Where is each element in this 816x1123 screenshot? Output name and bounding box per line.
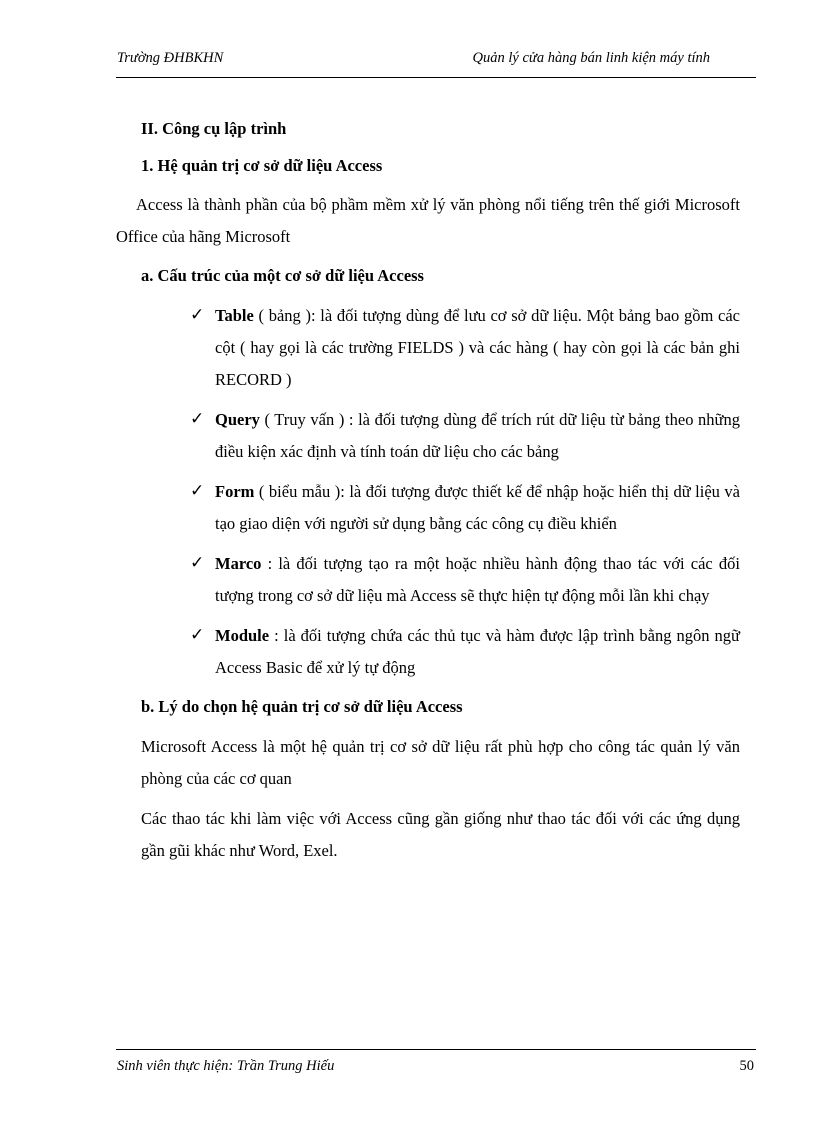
item-term: Form: [215, 482, 255, 501]
intro-paragraph: Access là thành phần của bộ phầm mềm xử lý văn phòng nổi tiếng trên thế giới Microsoft Office của hãng Microsoft: [116, 195, 740, 246]
item-text: : là đối tượng chứa các thủ tục và hàm được lập trình bằng ngôn ngữ Access Basic để xử lý tự động: [215, 626, 740, 677]
check-icon: ✓: [190, 481, 205, 501]
header-school: Trường ĐHBKHN: [117, 50, 224, 66]
header-title: Quản lý cửa hàng bán linh kiện máy tính: [472, 50, 710, 66]
page-number: 50: [739, 1058, 754, 1074]
page-content: [116, 114, 740, 875]
part-b-title: b. Lý do chọn hệ quản trị cơ sở dữ liệu Access: [141, 697, 463, 716]
list-item: [116, 548, 740, 612]
item-term: Marco: [215, 554, 262, 573]
check-icon: ✓: [190, 409, 205, 429]
header-rule: [116, 77, 756, 78]
footer-author: Sinh viên thực hiện: Trần Trung Hiếu: [117, 1058, 335, 1074]
list-item: [116, 476, 740, 540]
section-title: II. Công cụ lập trình: [141, 119, 287, 138]
item-term: Query: [215, 410, 260, 429]
item-text: : là đối tượng tạo ra một hoặc nhiều hành động thao tác với các đối tượng trong cơ sở dữ liệu mà Access sẽ thực hiện tự động mỗi lần khi chạy: [215, 554, 740, 605]
check-icon: ✓: [190, 305, 205, 325]
structure-list: [116, 300, 740, 684]
part-b-paragraph-1: Microsoft Access là một hệ quản trị cơ sở dữ liệu rất phù hợp cho công tác quản lý văn phòng của các cơ quan: [141, 737, 740, 788]
footer-rule: [116, 1049, 756, 1050]
item-term: Table: [215, 306, 254, 325]
check-icon: ✓: [190, 553, 205, 573]
check-icon: ✓: [190, 625, 205, 645]
item-text: ( bảng ): là đối tượng dùng để lưu cơ sở dữ liệu. Một bảng bao gồm các cột ( hay gọi là các trường FIELDS ) và các hàng ( hay còn gọi là các bản ghi RECORD ): [215, 306, 740, 389]
item-term: Module: [215, 626, 270, 645]
list-item: [116, 300, 740, 396]
list-item: [116, 404, 740, 468]
item-text: ( Truy vấn ) : là đối tượng dùng để trích rút dữ liệu từ bảng theo những điều kiện xác định và tính toán dữ liệu cho các bảng: [215, 410, 740, 461]
subsection-title: 1. Hệ quản trị cơ sở dữ liệu Access: [141, 156, 383, 175]
part-a-title: a. Cấu trúc của một cơ sở dữ liệu Access: [141, 266, 424, 285]
item-text: ( biểu mẫu ): là đối tượng được thiết kế để nhập hoặc hiển thị dữ liệu và tạo giao diện với người sử dụng bằng các công cụ điều khiển: [215, 482, 740, 533]
list-item: [116, 620, 740, 684]
part-b-paragraph-2: Các thao tác khi làm việc với Access cũng gần giống như thao tác đối với các ứng dụng gần gũi khác như Word, Exel.: [141, 809, 740, 860]
